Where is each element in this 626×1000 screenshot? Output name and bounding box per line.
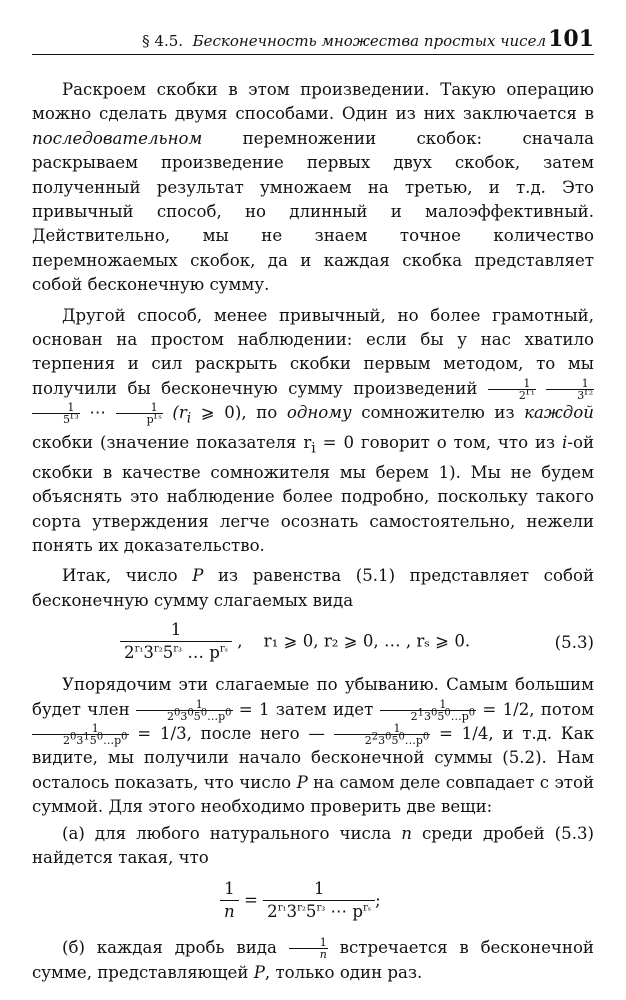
page-body: [32, 78, 594, 985]
eq53-fraction: 1 $2^{r_1}3^{r_2}5^{r_3}$ … $p^{r_s}$: [120, 619, 232, 664]
product-formula: $\frac{1}{2^{r_1}}$ $\frac{1}{3^{r_2}}$ $\frac{1}{5^{r_3}}$ ⋯ 1 $p^{r_s}$: [32, 379, 594, 422]
running-title: § 4.5. Бесконечность множества простых чисел: [142, 32, 546, 50]
paragraph-2: Другой способ, менее привычный, но более грамотный, основан на простом наблюдении: если бы у нас хватило терпения и сил раскрыть скобки первым методом, то мы получили бы бесконечную сумму произведений $\frac{1}{2^{r_1}}$ $\frac{1}{3^{r_2}}$ $\frac{1}{5^{r_3}}$ ⋯ 1 $p^{r_s}$ ($r_i$ ⩾ 0), по одному сомножителю из каждой скобки (значение показателя $r_i = 0$ говорит о том, что из i-ой скобки в качестве сомножителя мы берем 1). Мы не будем объяснять это наблюдение более подробно, поскольку такого сорта утверждения легче осознать самостоятельно, нежели понять их доказательство.: [32, 305, 595, 555]
paragraph-1: Раскроем скобки в этом произведении. Такую операцию можно сделать двумя способами. Один из них заключается в последовательном перемножении скобок: сначала раскрываем произведение первых двух скобок, затем полученный результат умножаем на третью, и т.д. Это привычный способ, но длинный и малоэффективный. Действительно, мы не знаем точное количество перемножаемых скобок, да и каждая скобка представляет собой бесконечную сумму.: [32, 80, 594, 295]
eq53-conditions: r₁ ⩾ 0, r₂ ⩾ 0, … , rₛ ⩾ 0.: [263, 631, 471, 651]
item-b: (б) каждая дробь вида $\frac{1}{n}$ встречается в бесконечной сумме, представляющей P, только один раз.: [32, 936, 594, 982]
page-number: 101: [548, 26, 594, 52]
equation-5-3: 1 $2^{r_1}3^{r_2}5^{r_3}$ … $p^{r_s}$ , r₁ ⩾ 0, r₂ ⩾ 0, … , rₛ ⩾ 0. (5.3): [32, 617, 594, 669]
item-a: (а) для любого натурального числа n среди дробей (5.3) найдется такая, что: [32, 823, 595, 867]
running-header: [32, 26, 594, 55]
paragraph-3: Итак, число P из равенства (5.1) представляет собой бесконечную сумму слагаемых вида: [32, 566, 594, 610]
equation-number: (5.3): [554, 633, 594, 653]
paragraph-4: Упорядочим эти слагаемые по убыванию. Самым большим будет член $\frac{1}{2^03^05^0\dots p^0}$ = 1 затем идет $\frac{1}{2^13^05^0\dots p^0}$ = 1/2, потом $\frac{1}{2^03^15^0\dots p^0}$ = 1/3, после него — $\frac{1}{2^23^05^0\dots p^0}$ = 1/4, и т.д. Как видите, мы получили начало бесконечной суммы (5.2). Нам осталось показать, что число P на самом деле совпадает с этой суммой. Для этого необходимо проверить две вещи:: [32, 675, 595, 817]
equation-a: $\frac{1}{n}$ = 1 $2^{r_1}3^{r_2}5^{r_3}$ ⋯ $p^{r_s}$ ;: [32, 874, 594, 932]
